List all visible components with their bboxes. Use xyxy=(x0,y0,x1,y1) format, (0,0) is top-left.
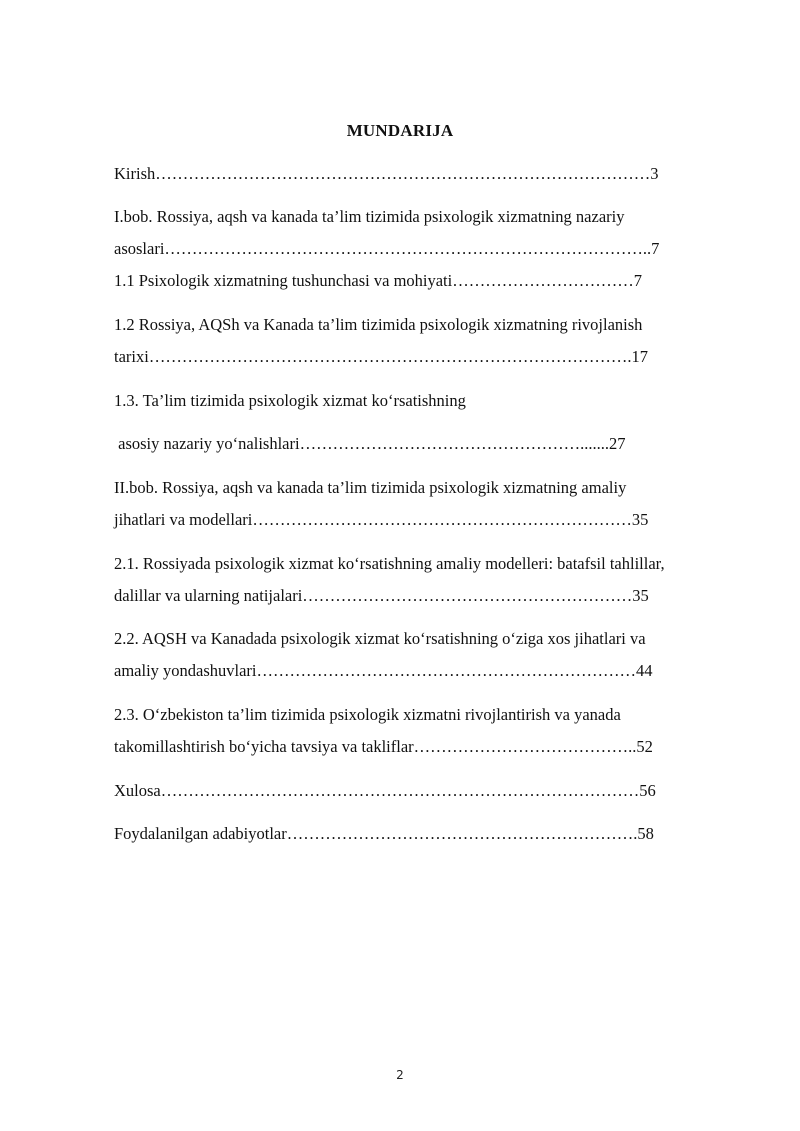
toc-entry-1-1: 1.1 Psixologik xizmatning tushunchasi va mohiyati……………………………7 xyxy=(114,271,642,290)
toc-entry-1-3-line-1: 1.3. Ta’lim tizimida psixologik xizmat ko‘rsatishning xyxy=(114,391,466,410)
toc-entry-chapter-1-line-1: I.bob. Rossiya, aqsh va kanada ta’lim tizimida psixologik xizmatning nazariy xyxy=(114,207,625,226)
toc-entry-1-2-line-2: tarixi…………………………………………………………………………….17 xyxy=(114,347,648,366)
toc-entry-kirish: Kirish………………………………………………………………………………3 xyxy=(114,164,659,183)
toc-entry-bibliography: Foydalanilgan adabiyotlar……………………………………………………….58 xyxy=(114,824,654,843)
toc-entry-1-3-line-2: asosiy nazariy yo‘nalishlari…………………………………………….......27 xyxy=(114,434,626,453)
page-title: MUNDARIJA xyxy=(346,121,454,140)
page-number: 2 xyxy=(396,1068,404,1082)
toc-entry-xulosa: Xulosa……………………………………………………………………………56 xyxy=(114,781,656,800)
toc-entry-1-2-line-1: 1.2 Rossiya, AQSh va Kanada ta’lim tizimida psixologik xizmatning rivojlanish xyxy=(114,315,643,334)
toc-entry-2-1-line-1: 2.1. Rossiyada psixologik xizmat ko‘rsatishning amaliy modelleri: batafsil tahlillar, xyxy=(114,554,665,573)
toc-entry-2-3-line-1: 2.3. O‘zbekiston ta’lim tizimida psixologik xizmatni rivojlantirish va yanada xyxy=(114,705,621,724)
toc-entry-2-2-line-2: amaliy yondashuvlari……………………………………………………………44 xyxy=(114,661,653,680)
toc-entry-2-3-line-2: takomillashtirish bo‘yicha tavsiya va takliflar…………………………………..52 xyxy=(114,737,653,756)
toc-entry-chapter-1-line-2: asoslari……………………………………………………………………………..7 xyxy=(114,239,660,258)
toc-entry-2-1-line-2: dalillar va ularning natijalari……………………………………………………35 xyxy=(114,586,649,605)
toc-entry-chapter-2-line-1: II.bob. Rossiya, aqsh va kanada ta’lim tizimida psixologik xizmatning amaliy xyxy=(114,478,627,497)
toc-entry-2-2-line-1: 2.2. AQSH va Kanadada psixologik xizmat ko‘rsatishning o‘ziga xos jihatlari va xyxy=(114,629,646,648)
toc-entry-chapter-2-line-2: jihatlari va modellari……………………………………………………………35 xyxy=(114,510,649,529)
